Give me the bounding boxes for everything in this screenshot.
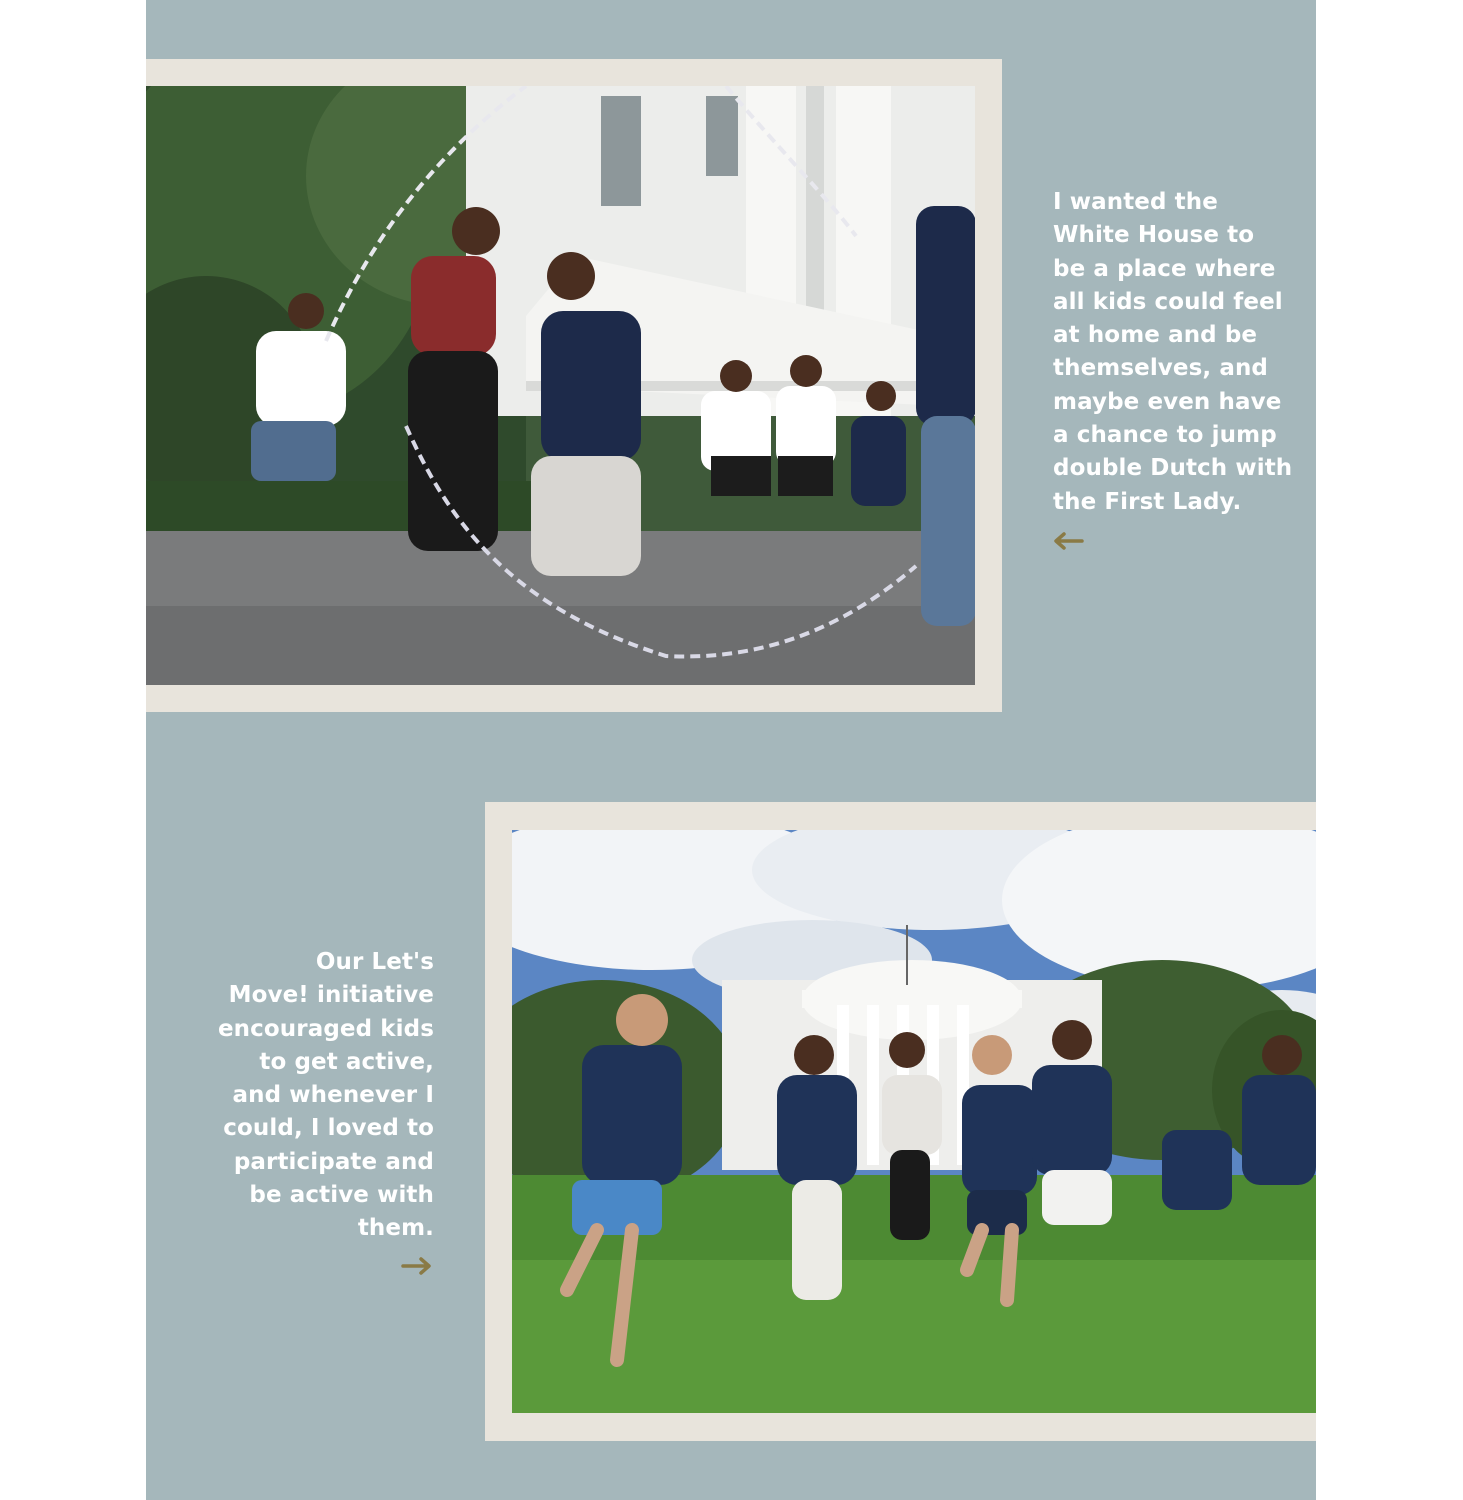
arrow-left-icon: [1052, 531, 1084, 551]
arrow-right-icon: [401, 1256, 433, 1276]
caption-top-line: all kids could feel: [1053, 288, 1283, 315]
caption-top-line: double Dutch with: [1053, 455, 1293, 482]
caption-bottom-line: Our Let's: [315, 949, 434, 975]
caption-top-line: a chance to jump: [1053, 422, 1277, 449]
jump-rope-photo-illustration: [146, 86, 975, 685]
caption-top-line: themselves, and: [1053, 355, 1268, 382]
caption-bottom-line: could, I loved to: [223, 1115, 434, 1142]
caption-bottom: [200, 946, 434, 1246]
caption-bottom-line: Move! initiative: [228, 982, 434, 1009]
caption-top-line: maybe even have: [1053, 388, 1282, 415]
caption-top: [1053, 186, 1293, 519]
caption-bottom-line: encouraged kids: [217, 1015, 434, 1042]
lawn-running-photo-illustration: [512, 830, 1316, 1413]
caption-bottom-line: be active with: [249, 1182, 434, 1209]
caption-top-line: the First Lady.: [1053, 488, 1242, 515]
caption-bottom-line: participate and: [233, 1148, 434, 1175]
caption-top-line: I wanted the: [1053, 189, 1218, 215]
caption-top-line: be a place where: [1053, 255, 1276, 282]
jump-rope-photo: [146, 86, 975, 685]
lawn-running-photo: [512, 830, 1316, 1413]
caption-bottom-line: and whenever I: [232, 1082, 434, 1109]
caption-bottom-line: to get active,: [259, 1048, 434, 1075]
caption-top-line: White House to: [1053, 222, 1255, 249]
caption-bottom-line: them.: [357, 1215, 434, 1242]
caption-top-line: at home and be: [1053, 322, 1258, 349]
